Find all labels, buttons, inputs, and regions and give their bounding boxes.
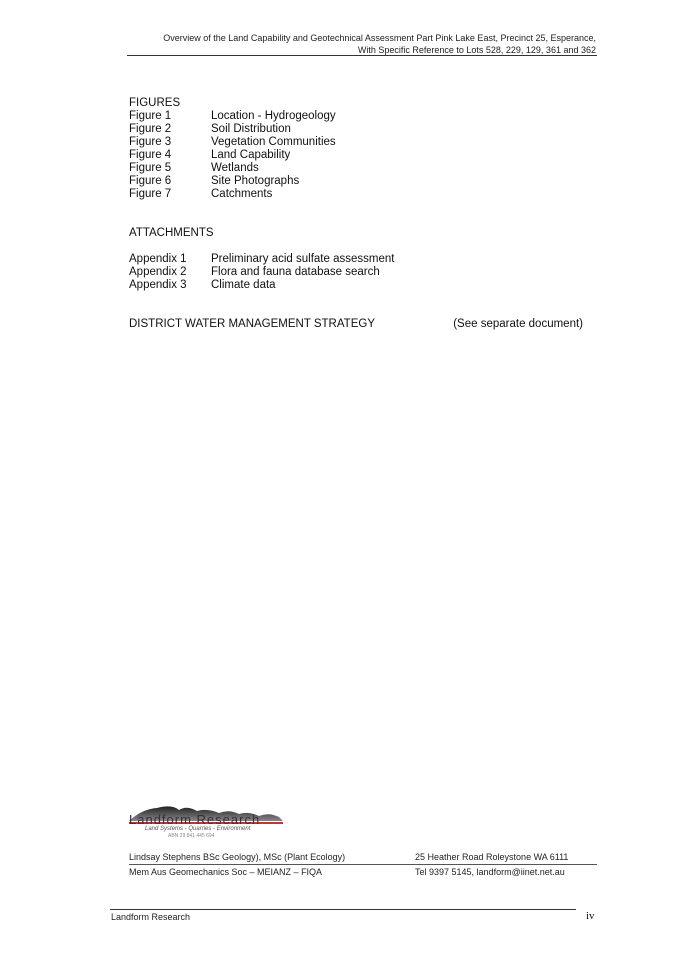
- figure-number: Figure 5: [129, 162, 172, 174]
- dwms-note: (See separate document): [453, 318, 583, 330]
- footer-rule: [110, 909, 576, 910]
- page-number: iv: [586, 910, 595, 922]
- figure-title: Wetlands: [211, 162, 259, 174]
- appendix-number: Appendix 1: [129, 253, 187, 265]
- contact-memberships: Mem Aus Geomechanics Soc – MEIANZ – FIQA: [129, 867, 323, 877]
- figure-title: Soil Distribution: [211, 123, 291, 135]
- header-line-2: With Specific Reference to Lots 528, 229, 129, 361 and 362: [357, 44, 596, 55]
- header-line-1: Overview of the Land Capability and Geotechnical Assessment Part Pink Lake East, Precinct 25, Esperance,: [163, 33, 596, 43]
- figure-row: [129, 123, 336, 136]
- figure-row: [129, 188, 336, 201]
- appendix-number: Appendix 3: [129, 279, 187, 291]
- contact-phone-email: Tel 9397 5145, landform@iinet.net.au: [415, 867, 565, 877]
- figures-section: [129, 97, 336, 201]
- appendix-number: Appendix 2: [129, 266, 187, 278]
- logo-name: Landform Research: [129, 812, 261, 827]
- figure-title: Catchments: [211, 188, 273, 200]
- appendix-title: Flora and fauna database search: [211, 266, 380, 278]
- figure-number: Figure 4: [129, 149, 172, 161]
- figure-number: Figure 3: [129, 136, 172, 148]
- figure-row: [129, 175, 336, 188]
- logo-tagline: Land Systems - Quarries - Environment: [145, 826, 251, 832]
- attachments-section: [129, 227, 394, 292]
- header-rule: [127, 55, 597, 56]
- figure-title: Vegetation Communities: [211, 136, 336, 148]
- appendix-row: [129, 253, 394, 266]
- figure-title: Site Photographs: [211, 175, 300, 187]
- figures-heading: FIGURES: [129, 97, 181, 109]
- figure-number: Figure 2: [129, 123, 172, 135]
- appendix-row: [129, 279, 394, 292]
- appendix-title: Climate data: [211, 279, 276, 291]
- figure-row: [129, 149, 336, 162]
- figure-row: [129, 110, 336, 123]
- figure-title: Location - Hydrogeology: [211, 110, 336, 122]
- figure-row: [129, 162, 336, 175]
- contact-row-1: [129, 852, 597, 862]
- figure-number: Figure 7: [129, 188, 172, 200]
- figure-row: [129, 136, 336, 149]
- figure-number: Figure 1: [129, 110, 172, 122]
- contact-row-2: [129, 867, 597, 877]
- attachments-heading: ATTACHMENTS: [129, 227, 214, 239]
- contact-rule: [129, 864, 597, 865]
- footer-company: Landform Research: [111, 912, 191, 922]
- appendix-row: [129, 266, 394, 279]
- dwms-line: [129, 318, 583, 330]
- contact-name: Lindsay Stephens BSc Geology), MSc (Plant Ecology): [129, 852, 346, 862]
- appendix-title: Preliminary acid sulfate assessment: [211, 253, 395, 265]
- figure-number: Figure 6: [129, 175, 172, 187]
- dwms-title: DISTRICT WATER MANAGEMENT STRATEGY: [129, 318, 375, 330]
- running-header: [163, 33, 596, 56]
- contact-address: 25 Heather Road Roleystone WA 6111: [415, 852, 569, 862]
- figure-title: Land Capability: [211, 149, 291, 161]
- logo-abn: ABN 29 841 445 694: [168, 833, 215, 839]
